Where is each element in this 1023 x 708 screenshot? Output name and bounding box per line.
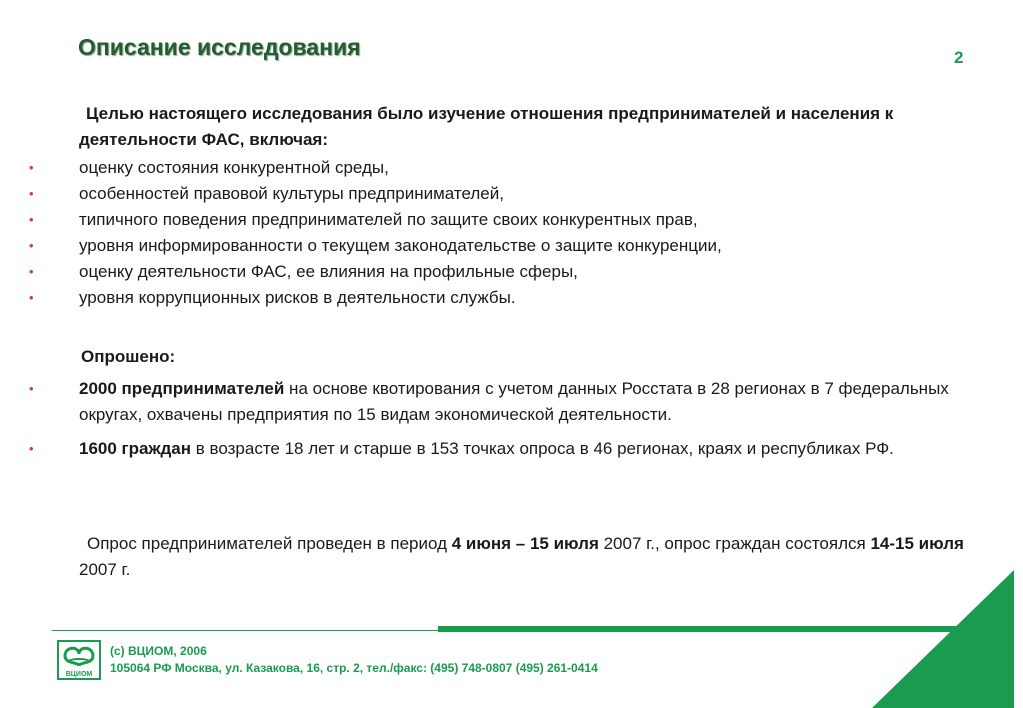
intro-text: Целью настоящего исследования было изучение отношения предпринимателей и населения к деятельности ФАС, включая: bbox=[79, 104, 894, 149]
bullet-icon: • bbox=[29, 238, 34, 253]
citizens-description: в возрасте 18 лет и старше в 153 точках опроса в 46 регионах, краях и республиках РФ. bbox=[191, 439, 894, 458]
citizens-count: 1600 граждан bbox=[79, 439, 192, 458]
period-text: 2007 г., опрос граждан состоялся bbox=[598, 534, 871, 553]
bullet-icon: • bbox=[29, 441, 34, 456]
bullet-icon: • bbox=[29, 381, 34, 396]
period-text: Опрос предпринимателей проведен в период bbox=[87, 534, 452, 553]
period-entrepreneurs-dates: 4 июня – 15 июля bbox=[451, 534, 599, 553]
footer-contacts bbox=[110, 643, 598, 677]
vciom-logo-icon bbox=[57, 640, 101, 680]
bullet-icon: • bbox=[29, 160, 34, 175]
entrepreneurs-count: 2000 предпринимателей bbox=[79, 379, 285, 398]
goal-text: оценку состояния конкурентной среды, bbox=[79, 158, 389, 177]
surveyed-title: Опрошено: bbox=[81, 347, 176, 366]
bullet-icon: • bbox=[29, 290, 34, 305]
goal-text: уровня коррупционных рисков в деятельности службы. bbox=[79, 288, 516, 307]
entrepreneurs-description: на основе квотирования с учетом данных Росстата в 28 регионах в 7 федеральных округах, охвачены предприятия по 15 видам экономической деятельности. bbox=[79, 379, 949, 424]
logo-label: ВЦИОМ bbox=[65, 671, 93, 678]
footer-divider-thick bbox=[438, 626, 958, 632]
goal-text: оценку деятельности ФАС, ее влияния на профильные сферы, bbox=[79, 262, 578, 281]
goal-text: типичного поведения предпринимателей по защите своих конкурентных прав, bbox=[79, 210, 698, 229]
bullet-icon: • bbox=[29, 212, 34, 227]
goal-text: особенностей правовой культуры предпринимателей, bbox=[79, 184, 504, 203]
bullet-icon: • bbox=[29, 186, 34, 201]
footer-address: 105064 РФ Москва, ул. Казакова, 16, стр. 2, тел./факс: (495) 748-0807 (495) 261-0414 bbox=[110, 661, 598, 675]
period-text: 2007 г. bbox=[79, 560, 131, 579]
period-citizens-dates: 14-15 июля bbox=[870, 534, 964, 553]
slide-title: Описание исследования bbox=[78, 34, 361, 60]
footer-divider-thin bbox=[52, 630, 438, 631]
footer-copyright: (с) ВЦИОМ, 2006 bbox=[110, 644, 207, 658]
bullet-icon: • bbox=[29, 264, 34, 279]
goal-text: уровня информированности о текущем законодательстве о защите конкуренции, bbox=[79, 236, 722, 255]
page-number: 2 bbox=[954, 48, 964, 67]
